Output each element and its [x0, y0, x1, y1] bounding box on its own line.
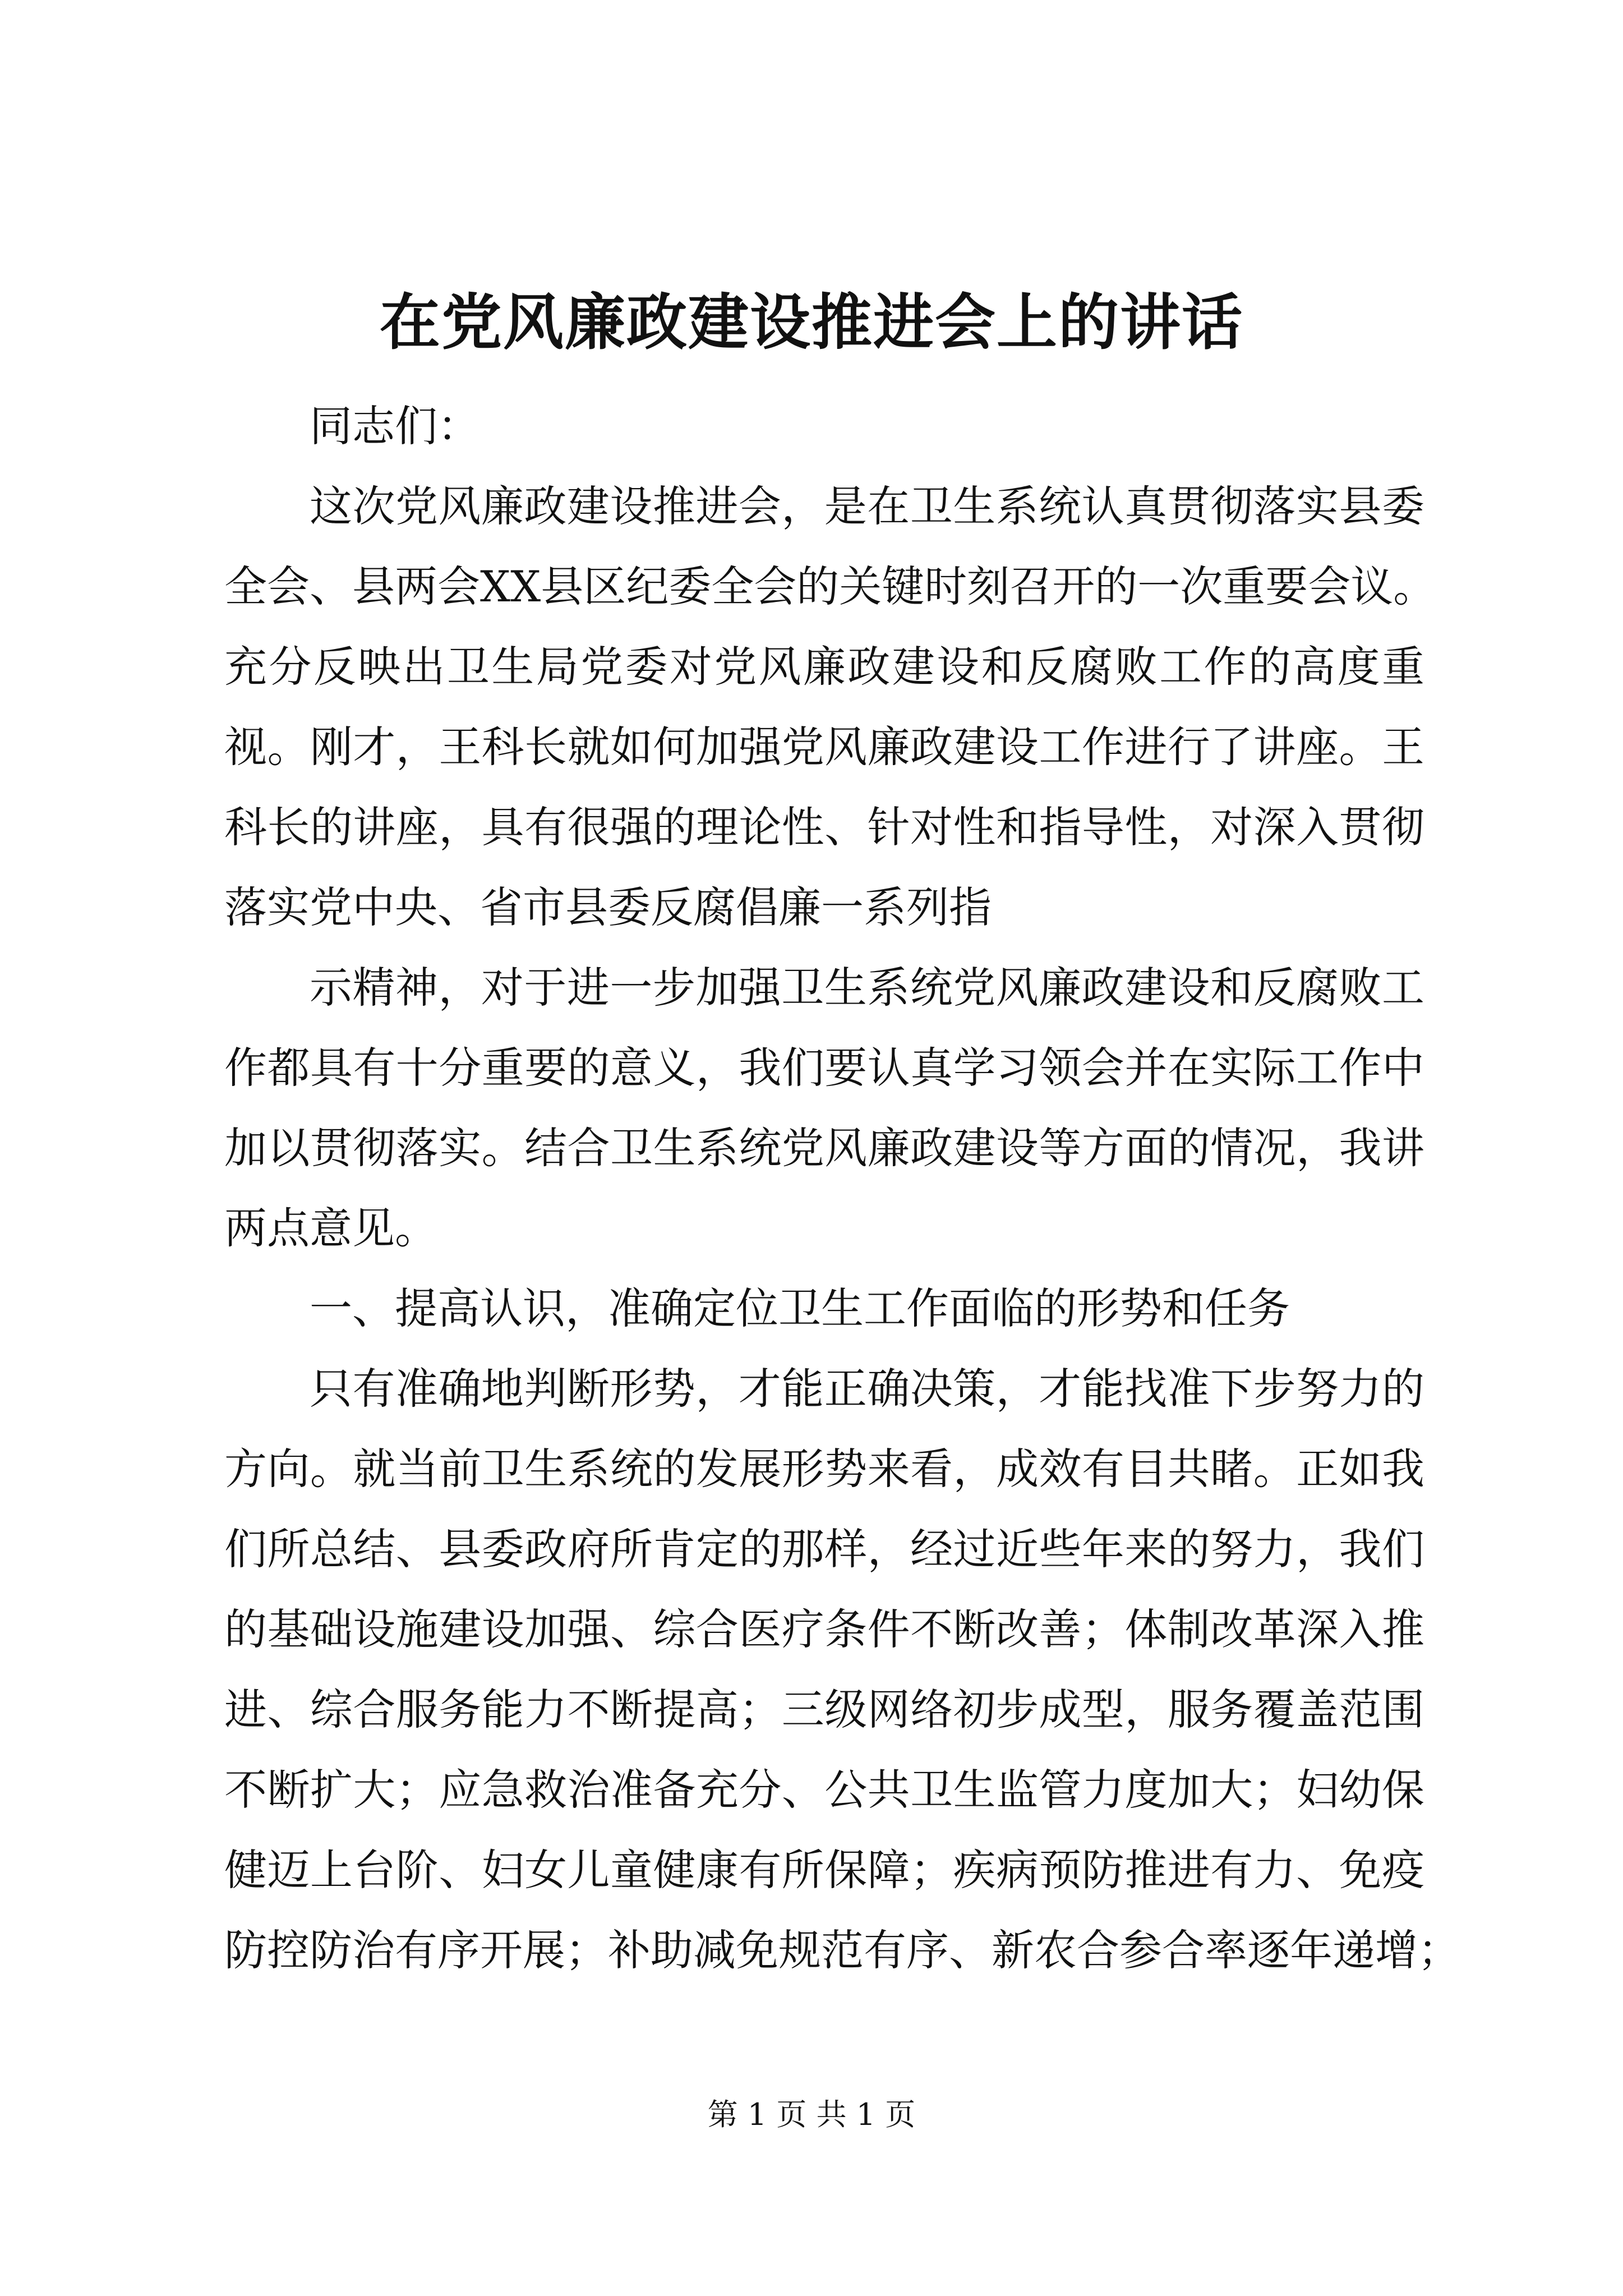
paragraph-line: 示精神，对于进一步加强卫生系统党风廉政建设和反腐败工 — [310, 963, 1424, 1013]
page-footer: 第 1 页 共 1 页 — [707, 2097, 916, 2132]
paragraph-line: 们所总结、县委政府所肯定的那样，经过近些年来的努力，我们 — [224, 1524, 1424, 1574]
paragraph — [224, 386, 1424, 466]
paragraph-line: 这次党风廉政建设推进会，是在卫生系统认真贯彻落实县委 — [310, 481, 1424, 531]
paragraph — [224, 1349, 1460, 1990]
paragraph-line: 两点意见。 — [224, 1203, 437, 1253]
paragraph-line: 作都具有十分重要的意义，我们要认真学习领会并在实际工作中 — [224, 1043, 1424, 1093]
paragraph-line: 一、提高认识，准确定位卫生工作面临的形势和任务 — [310, 1283, 1290, 1333]
paragraph-line: 不断扩大；应急救治准备充分、公共卫生监管力度加大；妇幼保 — [224, 1765, 1424, 1815]
paragraph-line: 只有准确地判断形势，才能正确决策，才能找准下步努力的 — [310, 1364, 1424, 1414]
paragraph-line: 落实党中央、省市县委反腐倡廉一系列指 — [224, 882, 992, 932]
paragraph — [224, 466, 1436, 947]
paragraph-line: 视。刚才，王科长就如何加强党风廉政建设工作进行了讲座。王 — [224, 722, 1424, 772]
paragraph — [224, 947, 1424, 1268]
document-title: 在党风廉政建设推进会上的讲话 — [379, 287, 1243, 358]
paragraph-line: 科长的讲座，具有很强的理论性、针对性和指导性，对深入贯彻 — [224, 802, 1424, 852]
paragraph-line: 防控防治有序开展；补助减免规范有序、新农合参合率逐年递增； — [224, 1925, 1460, 1975]
paragraph-line: 方向。就当前卫生系统的发展形势来看，成效有目共睹。正如我 — [224, 1444, 1424, 1494]
paragraph-line: 健迈上台阶、妇女儿童健康有所保障；疾病预防推进有力、免疫 — [224, 1845, 1424, 1895]
paragraph-line: 的基础设施建设加强、综合医疗条件不断改善；体制改革深入推 — [224, 1604, 1424, 1654]
paragraph-line: 同志们： — [310, 401, 480, 451]
paragraph-line: 加以贯彻落实。结合卫生系统党风廉政建设等方面的情况，我讲 — [224, 1123, 1424, 1173]
document-body — [224, 386, 1460, 1990]
paragraph-line: 全会、县两会XX县区纪委全会的关键时刻召开的一次重要会议。 — [224, 562, 1436, 611]
paragraph — [224, 1268, 1424, 1349]
paragraph-line: 充分反映出卫生局党委对党风廉政建设和反腐败工作的高度重 — [224, 642, 1424, 692]
paragraph-line: 进、综合服务能力不断提高；三级网络初步成型，服务覆盖范围 — [224, 1685, 1424, 1734]
